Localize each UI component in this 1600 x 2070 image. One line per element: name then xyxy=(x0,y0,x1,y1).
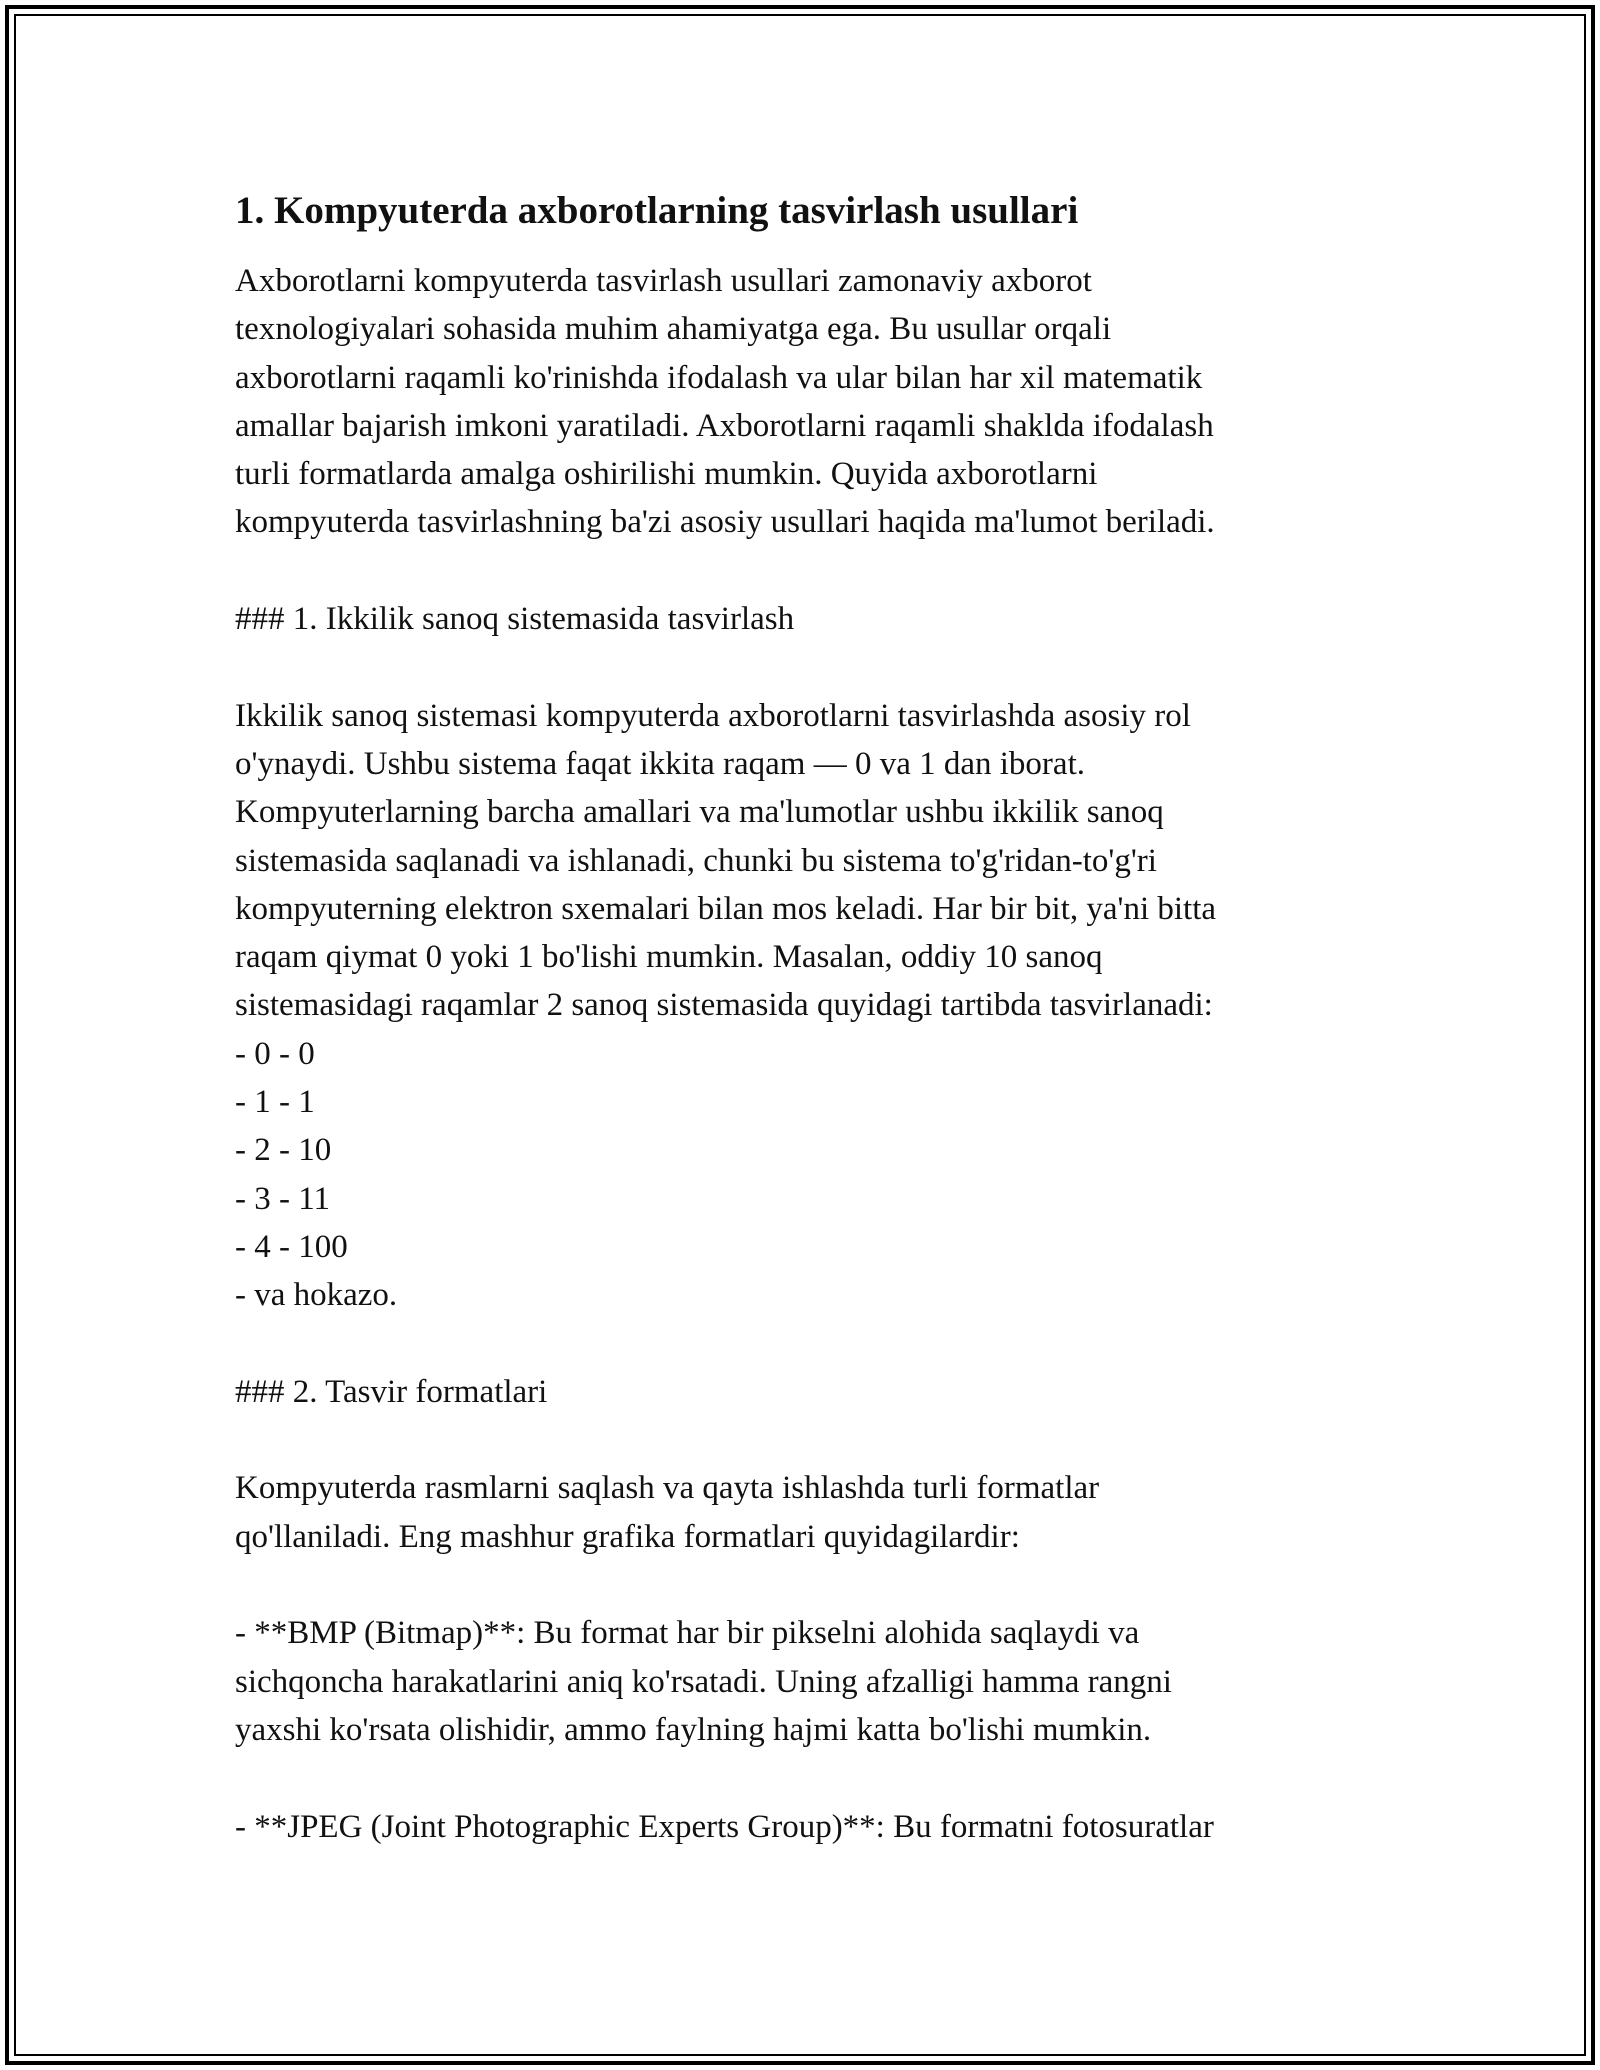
document-text: Axborotlarni kompyuterda tasvirlash usullari zamonaviy axborot texnologiyalari sohasida muhim ahamiyatga ega. Bu usullar orqali axborotlarni raqamli ko'rinishda ifodalash va ular bilan har xil matematik amallar bajarish imkoni yaratiladi. Axborotlarni raqamli shaklda ifodalash turli formatlarda amalga oshirilishi mumkin. Quyida axborotlarni kompyuterda tasvirlashning ba'zi asosiy usullari haqida ma'lumot beriladi. ### 1. Ikkilik sanoq sistemasida tasvirlash Ikkilik sanoq sistemasi kompyuterda axborotlarni tasvirlashda asosiy rol o'ynaydi. Ushbu sistema faqat ikkita raqam — 0 va 1 dan iborat. Kompyuterlarning barcha amallari va ma'lumotlar ushbu ikkilik sanoq sistemasida saqlanadi va ishlanadi, chunki bu sistema to'g'ridan-to'g'ri kompyuterning elektron sxemalari bilan mos keladi. Har bir bit, ya'ni bitta raqam qiymat 0 yoki 1 bo'lishi mumkin. Masalan, oddiy 10 sanoq sistemasidagi raqamlar 2 sanoq sistemasida quyidagi tartibda tasvirlanadi: - 0 - 0 - 1 - 1 - 2 - 10 - 3 - 11 - 4 - 100 - va hokazo. ### 2. Tasvir formatlari Kompyuterda rasmlarni saqlash va qayta ishlashda turli formatlar qo'llaniladi. Eng mashhur grafika formatlari quyidagilardir: - **BMP (Bitmap)**: Bu format har bir pikselni alohida saqlaydi va sichqoncha harakatlarini aniq ko'rsatadi. Uning afzalligi hamma rangni yaxshi ko'rsata olishidir, ammo faylning hajmi katta bo'lishi mumkin. - **JPEG (Joint Photographic Experts Group)**: Bu formatni fotosuratlar xyxy=(235,263,1217,1845)
document-body xyxy=(235,185,1365,1851)
document-heading: 1. Kompyuterda axborotlarning tasvirlash usullari xyxy=(235,189,1079,232)
